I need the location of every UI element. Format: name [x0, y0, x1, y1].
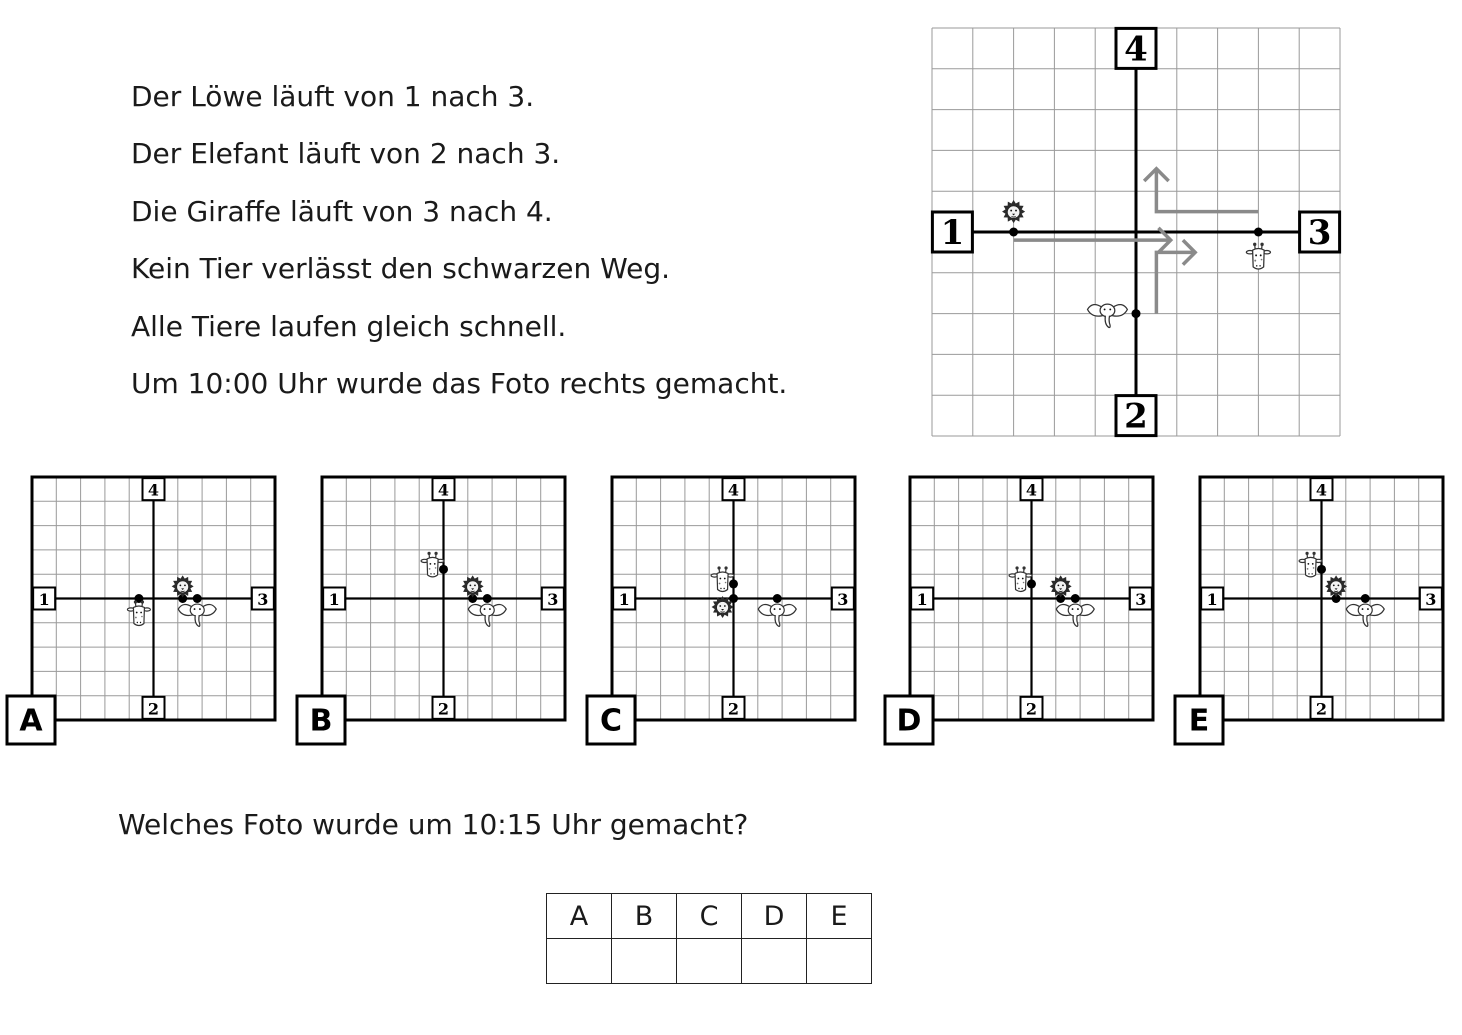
station-bottom [143, 697, 165, 719]
elephant-position-dot [773, 594, 782, 603]
station-right [252, 588, 274, 610]
station-left [911, 588, 933, 610]
station-label: 2 [437, 699, 450, 719]
station-right [1420, 588, 1442, 610]
giraffe-position-dot [729, 579, 738, 588]
lion-icon [1002, 200, 1025, 223]
station-label: 2 [1315, 699, 1328, 719]
main-photo-diagram [920, 20, 1350, 445]
station-right [832, 588, 854, 610]
station-label: 2 [147, 699, 160, 719]
station-label: 3 [837, 590, 849, 609]
statement-lion: Der Löwe läuft von 1 nach 3. [131, 80, 535, 113]
station-label: 3 [257, 590, 269, 609]
answer-table [546, 893, 872, 984]
station-bottom [1116, 396, 1156, 437]
option-e-diagram[interactable] [1172, 470, 1448, 750]
station-label: 3 [1307, 213, 1332, 253]
answer-label-b: B [612, 894, 677, 939]
lion-icon [462, 575, 484, 597]
station-left [1201, 588, 1223, 610]
option-label-d [885, 696, 933, 744]
option-label-text: B [309, 703, 333, 739]
station-label: 1 [940, 213, 965, 253]
station-label: 1 [1206, 590, 1218, 609]
giraffe-icon [1299, 552, 1322, 577]
station-right [1130, 588, 1152, 610]
option-label-a [7, 696, 55, 744]
option-label-b [297, 696, 345, 744]
statement-elephant: Der Elefant läuft von 2 nach 3. [131, 137, 561, 171]
station-label: 1 [916, 590, 928, 609]
station-label: 3 [547, 590, 559, 609]
elephant-position-dot [193, 594, 202, 603]
answer-input-row [547, 939, 872, 984]
giraffe-position-dot [439, 565, 448, 574]
station-right [1300, 212, 1340, 253]
station-top [1021, 478, 1043, 500]
station-label: 2 [1124, 396, 1148, 437]
answer-cell-d[interactable] [742, 939, 807, 984]
answer-cell-b[interactable] [612, 939, 677, 984]
answer-label-e: E [807, 894, 872, 939]
station-label: 4 [1025, 480, 1038, 500]
station-top [143, 478, 165, 500]
answer-cell-a[interactable] [547, 939, 612, 984]
lion-icon [1050, 575, 1072, 597]
question-text: Welches Foto wurde um 10:15 Uhr gemacht? [118, 808, 749, 841]
elephant-position-dot [1071, 594, 1080, 603]
giraffe-icon [421, 552, 444, 577]
answer-cell-c[interactable] [677, 939, 742, 984]
station-left [33, 588, 55, 610]
station-label: 4 [727, 480, 740, 500]
lion-icon [172, 575, 194, 597]
station-bottom [1021, 697, 1043, 719]
statement-photo-time: Um 10:00 Uhr wurde das Foto rechts gemacht. [131, 366, 788, 400]
answer-label-a: A [547, 894, 612, 939]
station-bottom [433, 697, 455, 719]
statement-list [131, 68, 787, 412]
answer-label-c: C [677, 894, 742, 939]
option-d-diagram[interactable] [882, 470, 1158, 750]
statement-speed-rule: Alle Tiere laufen gleich schnell. [131, 309, 567, 343]
option-c-diagram[interactable] [584, 470, 860, 750]
statement-giraffe: Die Giraffe läuft von 3 nach 4. [131, 194, 553, 228]
option-label-c [587, 696, 635, 744]
station-left [323, 588, 345, 610]
station-left [932, 212, 972, 253]
option-label-text: D [896, 703, 922, 739]
station-label: 4 [437, 480, 450, 500]
station-label: 4 [1124, 29, 1148, 70]
giraffe-icon [127, 600, 150, 625]
lion-icon [1325, 575, 1347, 597]
station-label: 2 [1025, 699, 1038, 719]
elephant-position-dot [1132, 309, 1141, 318]
station-top [723, 478, 745, 500]
station-bottom [1311, 697, 1333, 719]
elephant-icon [1087, 304, 1127, 327]
elephant-position-dot [1361, 594, 1370, 603]
station-label: 4 [1315, 480, 1328, 500]
option-label-text: E [1188, 703, 1210, 739]
station-label: 2 [727, 699, 740, 719]
station-bottom [723, 697, 745, 719]
station-label: 3 [1425, 590, 1437, 609]
station-label: 4 [147, 480, 160, 500]
option-label-text: C [599, 703, 623, 739]
station-left [613, 588, 635, 610]
station-label: 1 [618, 590, 630, 609]
giraffe-position-dot [1317, 565, 1326, 574]
station-top [1116, 28, 1156, 69]
station-label: 1 [38, 590, 50, 609]
station-top [433, 478, 455, 500]
giraffe-icon [1009, 566, 1032, 591]
lion-position-dot [1009, 228, 1018, 237]
answer-label-d: D [742, 894, 807, 939]
station-right [542, 588, 564, 610]
option-a-diagram[interactable] [4, 470, 280, 750]
answer-header-row [547, 894, 872, 939]
statement-path-rule: Kein Tier verlässt den schwarzen Weg. [131, 252, 671, 286]
elephant-position-dot [483, 594, 492, 603]
giraffe-position-dot [1027, 579, 1036, 588]
giraffe-icon [711, 566, 734, 591]
option-label-e [1175, 696, 1223, 744]
giraffe-position-dot [1254, 228, 1263, 237]
station-label: 3 [1135, 590, 1147, 609]
station-label: 1 [328, 590, 340, 609]
option-label-text: A [19, 703, 43, 739]
answer-cell-e[interactable] [807, 939, 872, 984]
station-top [1311, 478, 1333, 500]
option-b-diagram[interactable] [294, 470, 570, 750]
